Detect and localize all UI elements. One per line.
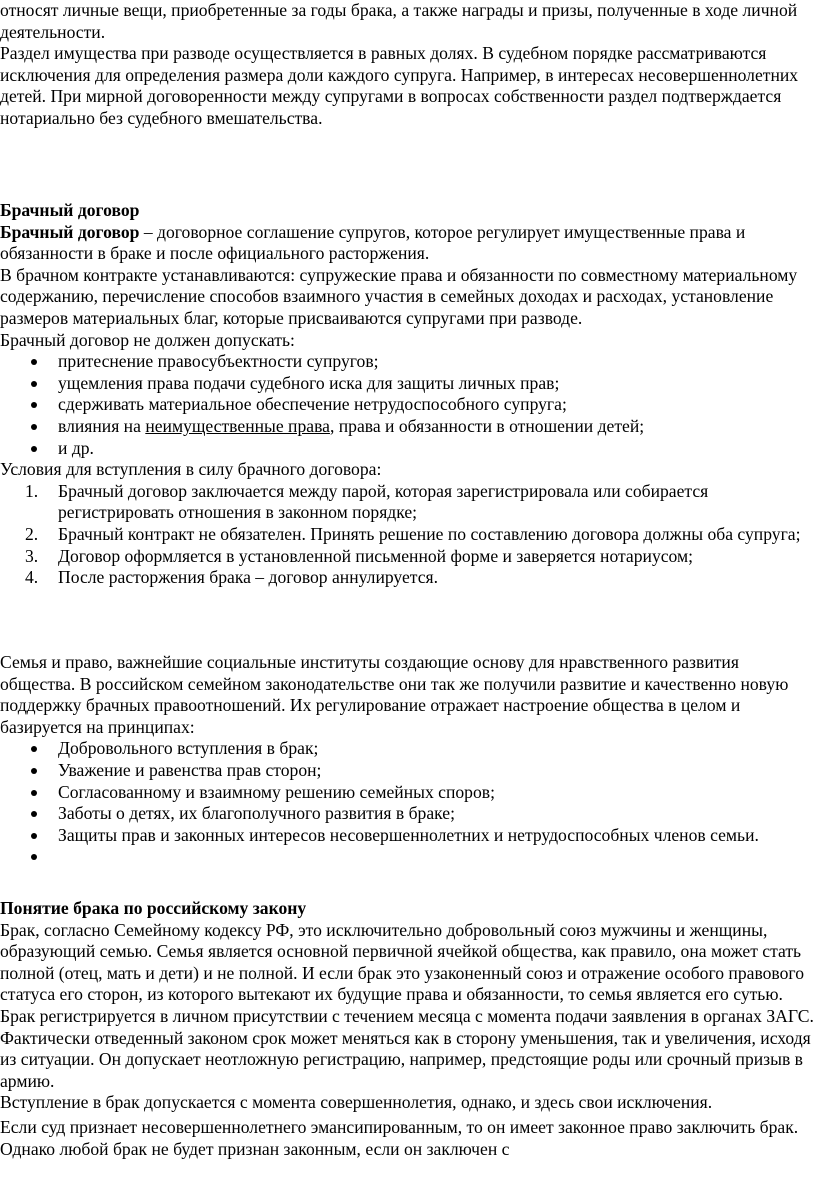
intro-section <box>0 0 816 130</box>
intro-paragraph-1: относят личные вещи, приобретенные за годы брака, а также награды и призы, полученные в ходе личной деятельности. <box>0 0 798 42</box>
list-item-text: , права и обязанности в отношении детей; <box>329 415 645 436</box>
definition-paragraph <box>0 222 816 265</box>
marriage-concept-section <box>0 898 816 1160</box>
definition-term: Брачный договор <box>0 221 140 242</box>
marriage-paragraph-2: Брак регистрируется в личном присутствии с течением месяца с момента подачи заявления в органах ЗАГС. Фактически отведенный законом срок может меняться как в сторону уменьшения, так и увеличения, исходя из ситуации. Он допускает неотложную регистрацию, например, предстоящие роды или срочный призыв в армию. <box>0 1005 814 1091</box>
marriage-paragraph-3: Вступление в брак допускается с момента совершеннолетия, однако, и здесь свои исключения. <box>0 1092 713 1113</box>
numbered-item <box>0 481 816 524</box>
item-number: 1. <box>25 480 39 501</box>
list-item: и др. <box>0 438 816 460</box>
list-item: сдерживать материальное обеспечение нетрудоспособного супруга; <box>0 394 816 416</box>
principles-list <box>0 738 816 868</box>
numbered-item <box>0 546 816 568</box>
list-item: Согласованному и взаимному решению семейных споров; <box>0 782 816 804</box>
list-item: Защиты прав и законных интересов несовершеннолетних и нетрудоспособных членов семьи. <box>0 825 816 847</box>
list-item: Заботы о детях, их благополучного развития в браке; <box>0 803 816 825</box>
list-item-text: влияния на <box>58 415 146 436</box>
list-item <box>0 416 816 438</box>
section-heading: Брачный договор <box>0 200 140 220</box>
list-item: Уважение и равенства прав сторон; <box>0 760 816 782</box>
section-heading: Понятие брака по российскому закону <box>0 898 307 918</box>
not-allowed-list <box>0 351 816 459</box>
list-item: Добровольного вступления в брак; <box>0 738 816 760</box>
list-item: притеснение правосубъектности супругов; <box>0 351 816 373</box>
conditions-list <box>0 481 816 589</box>
item-number: 4. <box>25 567 39 588</box>
marriage-paragraph-4: Если суд признает несовершеннолетнего эмансипированным, то он имеет законное право заключить брак. Однако любой брак не будет признан законным, если он заключен с <box>0 1116 799 1159</box>
family-section <box>0 652 816 868</box>
marriage-paragraph-1: Брак, согласно Семейному кодексу РФ, это исключительно добровольный союз мужчины и женщины, образующий семью. Семья является основной первичной ячейкой общества, как правило, она может стать полной (отец, мать и дети) и не полной. И если брак это узаконенный союз и отражение особого правового статуса его сторон, из которого вытекают их будущие права и обязанности, то семья является его сутью. <box>0 919 804 1005</box>
item-number: 3. <box>25 545 39 566</box>
empty-list-item <box>0 846 816 868</box>
definition-text: – договорное соглашение супругов, которое регулирует имущественные права и обязанности в браке и после официального расторжения. <box>0 221 746 264</box>
item-number: 2. <box>25 523 39 544</box>
family-paragraph: Семья и право, важнейшие социальные институты создающие основу для нравственного развития общества. В российском семейном законодательстве они так же получили развитие и качественно новую поддержку брачных правоотношений. Их регулирование отражает настроение общества в целом и базируется на принципах: <box>0 652 789 737</box>
not-allowed-intro: Брачный договор не должен допускать: <box>0 329 295 350</box>
list-item: ущемления права подачи судебного иска для защиты личных прав; <box>0 373 816 395</box>
conditions-intro: Условия для вступления в силу брачного договора: <box>0 459 382 480</box>
numbered-item <box>0 524 816 546</box>
item-text: Договор оформляется в установленной письменной форме и заверяется нотариусом; <box>58 545 694 566</box>
contract-terms-paragraph: В брачном контракте устанавливаются: супружеские права и обязанности по совместному материальному содержанию, перечисление способов взаимного участия в семейных доходах и расходах, установление размеров материальных благ, которые присваиваются супругами при разводе. <box>0 264 798 328</box>
item-text: Брачный договор заключается между парой, которая зарегистрировала или собирается регистрировать отношения в законном порядке; <box>58 480 709 523</box>
item-text: После расторжения брака – договор аннулируется. <box>58 567 439 588</box>
marriage-contract-section <box>0 200 816 589</box>
intro-paragraph-2: Раздел имущества при разводе осуществляется в равных долях. В судебном порядке рассматриваются исключения для определения размера доли каждого супруга. Например, в интересах несовершеннолетних детей. При мирной договоренности между супругами в вопросах собственности раздел подтверждается нотариально без судебного вмешательства. <box>0 43 799 128</box>
item-text: Брачный контракт не обязателен. Принять решение по составлению договора должны оба супруга; <box>58 523 801 544</box>
non-property-rights-link[interactable]: неимущественные права <box>145 415 330 436</box>
numbered-item <box>0 567 816 589</box>
